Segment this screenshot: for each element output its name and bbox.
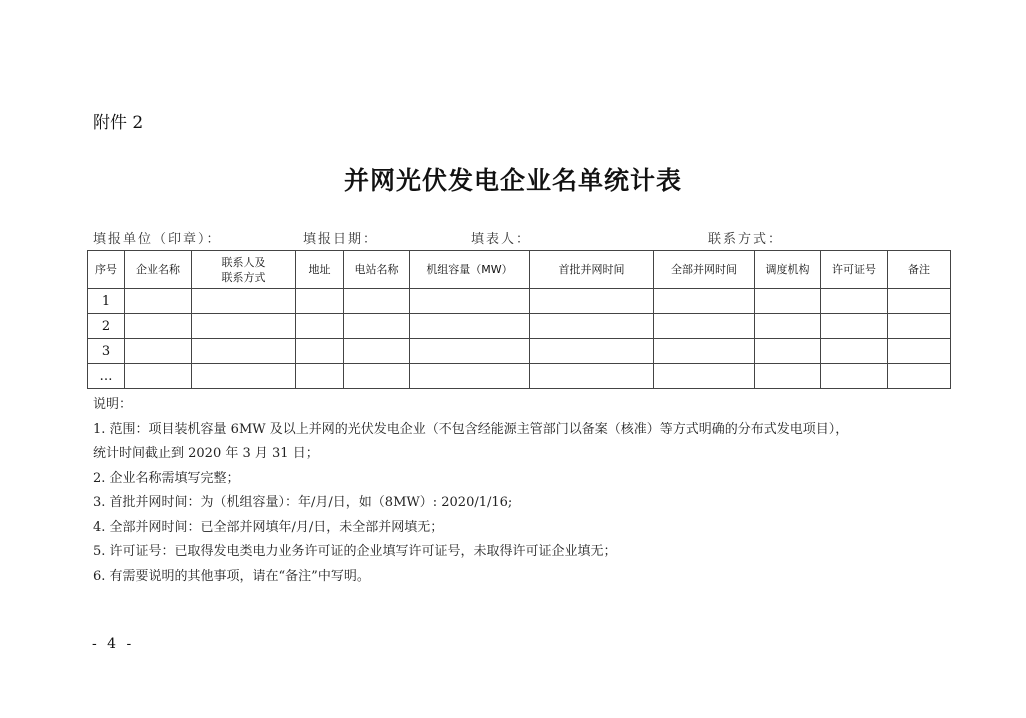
table-cell[interactable] <box>755 339 821 364</box>
table-header-row <box>88 251 951 289</box>
table-cell[interactable] <box>654 339 755 364</box>
table-cell[interactable] <box>821 364 888 389</box>
table-cell[interactable] <box>654 364 755 389</box>
table-cell[interactable] <box>192 364 296 389</box>
table-cell[interactable] <box>888 314 951 339</box>
table-cell[interactable] <box>888 364 951 389</box>
table-cell[interactable] <box>530 314 654 339</box>
table-cell[interactable] <box>192 289 296 314</box>
row-number-cell: 2 <box>88 314 125 339</box>
table-cell[interactable] <box>654 314 755 339</box>
table-cell[interactable] <box>125 314 192 339</box>
field-reporting-unit: 填报单位（印章）： <box>93 232 222 247</box>
field-contact: 联系方式： <box>708 232 784 247</box>
table-cell[interactable] <box>344 289 410 314</box>
table-cell[interactable] <box>296 364 344 389</box>
table-row <box>88 364 951 389</box>
table-cell[interactable] <box>125 364 192 389</box>
table-cell[interactable] <box>821 339 888 364</box>
header-cell: 联系人及 联系方式 <box>192 251 296 289</box>
header-cell: 许可证号 <box>821 251 888 289</box>
table-cell[interactable] <box>654 289 755 314</box>
row-number-cell: … <box>88 364 125 389</box>
table-cell[interactable] <box>888 339 951 364</box>
table-cell[interactable] <box>125 289 192 314</box>
header-cell: 序号 <box>88 251 125 289</box>
annex-label: 附件 2 <box>93 113 144 133</box>
header-cell: 备注 <box>888 251 951 289</box>
table-cell[interactable] <box>888 289 951 314</box>
header-cell: 全部并网时间 <box>654 251 755 289</box>
table-row <box>88 289 951 314</box>
notes-heading: 说明： <box>93 397 133 412</box>
table-cell[interactable] <box>755 364 821 389</box>
enterprise-list-table <box>87 250 951 389</box>
table-cell[interactable] <box>192 339 296 364</box>
note-item: 统计时间截止到 2020 年 3 月 31 日； <box>93 446 319 461</box>
table-cell[interactable] <box>192 314 296 339</box>
table-cell[interactable] <box>755 289 821 314</box>
header-cell: 首批并网时间 <box>530 251 654 289</box>
table-cell[interactable] <box>344 364 410 389</box>
table-cell[interactable] <box>410 339 530 364</box>
note-item: 4. 全部并网时间：已全部并网填年/月/日，未全部并网填无； <box>93 519 444 535</box>
header-cell: 企业名称 <box>125 251 192 289</box>
table-cell[interactable] <box>296 339 344 364</box>
table-cell[interactable] <box>296 289 344 314</box>
table-row <box>88 314 951 339</box>
fill-in-fields <box>93 228 953 248</box>
document-title: 并网光伏发电企业名单统计表 <box>343 166 682 195</box>
header-cell: 机组容量（MW） <box>410 251 530 289</box>
row-number-cell: 3 <box>88 339 125 364</box>
table-cell[interactable] <box>821 314 888 339</box>
row-number-cell: 1 <box>88 289 125 314</box>
table-cell[interactable] <box>530 339 654 364</box>
note-item: 2. 企业名称需填写完整； <box>93 470 240 486</box>
table-cell[interactable] <box>344 339 410 364</box>
header-cell: 地址 <box>296 251 344 289</box>
note-item: 3. 首批并网时间：为（机组容量）：年/月/日，如（8MW）: 2020/1/16; <box>93 495 513 510</box>
header-cell: 电站名称 <box>344 251 410 289</box>
table-cell[interactable] <box>344 314 410 339</box>
table-cell[interactable] <box>530 289 654 314</box>
page-number: - 4 - <box>92 636 135 652</box>
notes-section <box>93 393 993 589</box>
note-item: 6. 有需要说明的其他事项，请在“备注”中写明。 <box>93 568 370 584</box>
table-cell[interactable] <box>410 314 530 339</box>
table-cell[interactable] <box>755 314 821 339</box>
table-cell[interactable] <box>530 364 654 389</box>
table-cell[interactable] <box>296 314 344 339</box>
header-cell: 调度机构 <box>755 251 821 289</box>
field-filler: 填表人： <box>471 232 532 247</box>
table-row <box>88 339 951 364</box>
field-reporting-date: 填报日期： <box>303 232 379 247</box>
note-item: 1. 范围：项目装机容量 6MW 及以上并网的光伏发电企业（不包含经能源主管部门以备案（核准）等方式明确的分布式发电项目）， <box>93 421 849 437</box>
table-cell[interactable] <box>125 339 192 364</box>
table-cell[interactable] <box>410 364 530 389</box>
note-item: 5. 许可证号：已取得发电类电力业务许可证的企业填写许可证号，未取得许可证企业填无； <box>93 544 617 559</box>
table-cell[interactable] <box>410 289 530 314</box>
table-cell[interactable] <box>821 289 888 314</box>
